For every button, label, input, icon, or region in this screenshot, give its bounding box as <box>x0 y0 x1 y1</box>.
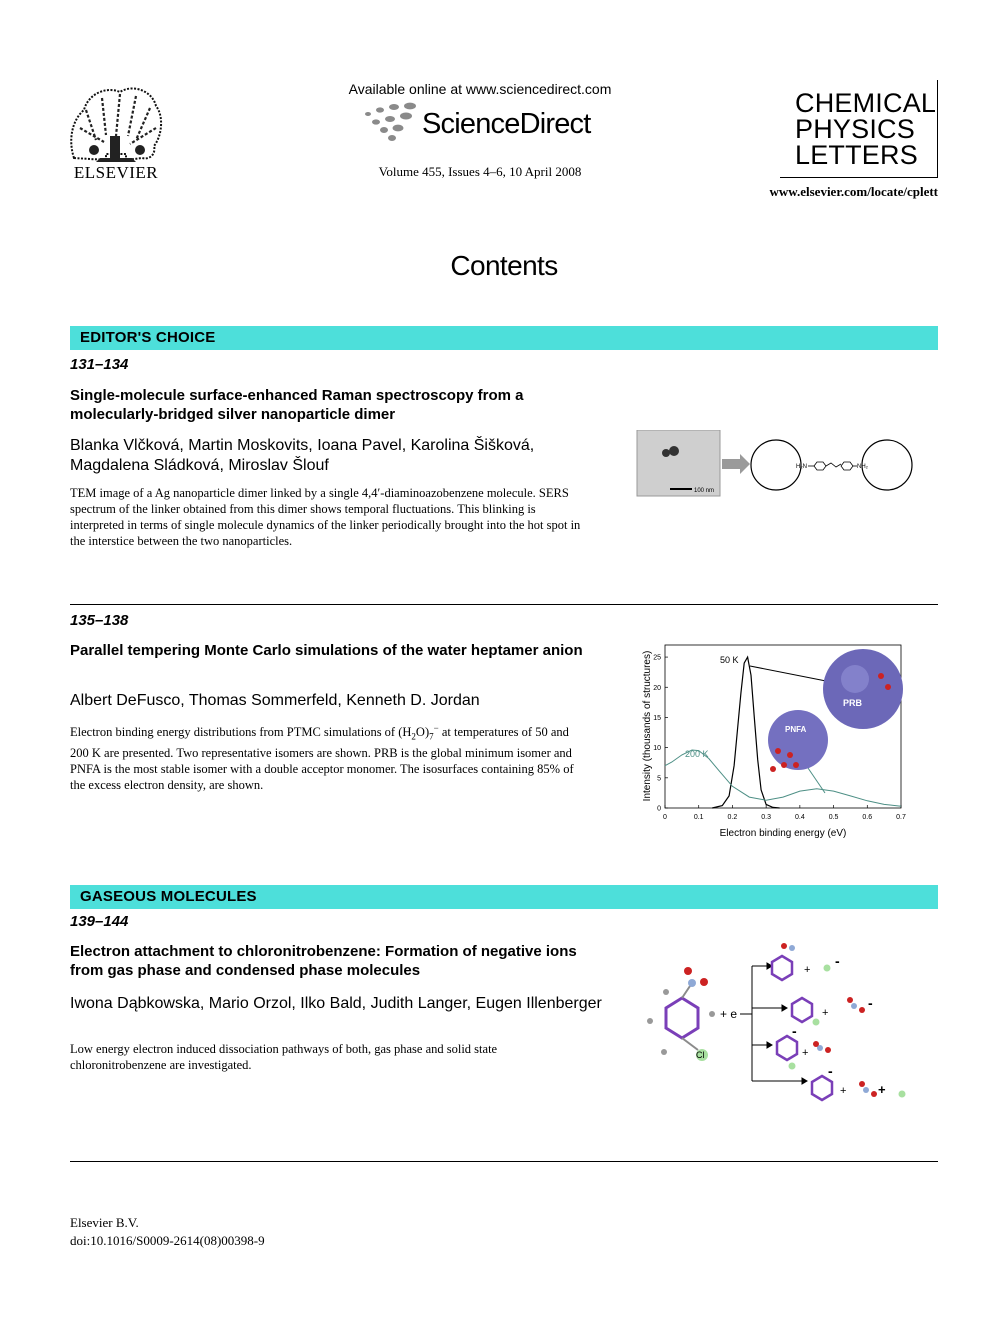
journal-frame-vertical <box>937 80 938 178</box>
journal-title <box>795 90 937 168</box>
section-title: GASEOUS MOLECULES <box>80 888 257 905</box>
x-tick-label: 0.2 <box>727 814 738 821</box>
x-axis-label: Electron binding energy (eV) <box>719 828 847 839</box>
product-3 <box>777 1023 831 1070</box>
annotation-prb: PRB <box>843 698 863 708</box>
minus-sign: - <box>835 953 840 969</box>
article-abstract: TEM image of a Ag nanoparticle dimer linked by a single 4,4′-diaminoazobenzene molecule. SERS spectrum of the linker obtained from this dimer shows temporal fluctuations. This blinking is interpreted in terms of single molecule dynamics of the linker periodically brought into the hot spot in the interstice between the two nanoparticles. <box>70 486 581 548</box>
y-axis-label: Intensity (thousands of structures) <box>642 650 653 802</box>
journal-title-line: PHYSICS <box>795 114 915 144</box>
plus-sign: + <box>804 964 811 976</box>
formula-subscript: 2 <box>411 731 416 742</box>
prb-highlight <box>841 665 869 693</box>
linker-right-label: NH₂ <box>857 464 868 470</box>
article-abstract: Low energy electron induced dissociation pathways of both, gas phase and solid state chloronitrobenzene are investigated. <box>70 1042 498 1072</box>
minus-sign: - <box>792 1023 797 1039</box>
article-title[interactable]: Electron attachment to chloronitrobenzene: Formation of negative ions from gas phase and condensed phase molecules <box>70 943 577 979</box>
x-tick-label: 0 <box>663 814 667 821</box>
footer-doi[interactable]: doi:10.1016/S0009-2614(08)00398-9 <box>70 1233 265 1248</box>
article-pages[interactable]: 139–144 <box>70 913 129 930</box>
journal-url[interactable]: www.elsevier.com/locate/cplett <box>769 184 938 199</box>
x-tick-label: 0.1 <box>693 814 704 821</box>
abstract-text: at temperatures of 50 and 200 K are presented. Two representative isomers are shown. PRB is the global minimum isomer and PNFA is the most stable isomer with a double acceptor monomer. The isosurfaces containing 85% of the excess electron density, are shown. <box>70 725 574 792</box>
chlorine-label: Cl <box>696 1050 705 1060</box>
article-pages[interactable]: 135–138 <box>70 612 129 629</box>
annotation-pnfa: PNFA <box>785 725 807 734</box>
article-figure-tem <box>636 430 936 500</box>
x-tick-label: 0.7 <box>896 814 906 821</box>
plus-sign: + <box>822 1007 829 1019</box>
arrow-to-prb <box>750 666 826 681</box>
electron-binding-energy-chart <box>630 633 920 845</box>
volume-info: Volume 455, Issues 4–6, 10 April 2008 <box>378 164 582 179</box>
y-tick-label: 15 <box>653 714 661 722</box>
x-tick-label: 0.4 <box>794 814 805 821</box>
minus-sign: - <box>868 995 873 1011</box>
article-abstract <box>70 720 590 793</box>
product-1 <box>772 943 840 980</box>
sciencedirect-wordmark: ScienceDirect <box>422 108 591 140</box>
journal-title-line: LETTERS <box>795 140 918 170</box>
scale-bar-label: 100 nm <box>694 488 715 494</box>
pnfa-isosurface <box>768 710 828 770</box>
formula-superscript: − <box>433 723 439 733</box>
article-title[interactable]: Parallel tempering Monte Carlo simulations of the water heptamer anion <box>70 642 583 659</box>
article-separator <box>70 1161 938 1162</box>
y-tick-label: 25 <box>653 654 661 662</box>
product-2 <box>792 995 873 1026</box>
formula-part: (H <box>398 725 412 740</box>
plus-electron-label: + e <box>720 1007 738 1021</box>
article-authors: Iwona Dąbkowska, Mario Orzol, Ilko Bald, Judith Langer, Eugen Illenberger <box>70 995 602 1012</box>
x-tick-label: 0.5 <box>828 814 839 821</box>
plus-sign: + <box>802 1047 809 1059</box>
section-title: EDITOR'S CHOICE <box>80 329 216 346</box>
sciencedirect-dots-icon <box>362 102 422 142</box>
formula-part: O) <box>415 725 430 740</box>
x-tick-label: 0.3 <box>761 814 772 821</box>
article-title[interactable]: Single-molecule surface-enhanced Raman spectroscopy from a molecularly-bridged silver nanoparticle dimer <box>70 387 524 423</box>
tem-dimer-graphic <box>636 430 936 500</box>
y-tick-label: 0 <box>657 805 661 813</box>
publisher-wordmark: ELSEVIER <box>73 163 159 182</box>
product-4 <box>812 1063 906 1100</box>
series-label-200k: 200 K <box>685 749 709 759</box>
reaction-scheme-figure <box>632 938 932 1113</box>
linker-left-label: H₂N <box>796 464 807 470</box>
minus-sign: - <box>828 1063 833 1079</box>
footer-publisher: Elsevier B.V. <box>70 1215 139 1230</box>
y-tick-label: 5 <box>657 775 661 783</box>
journal-frame-horizontal <box>780 177 938 178</box>
formula-subscript: 7 <box>429 731 434 742</box>
x-tick-label: 0.6 <box>862 814 873 821</box>
journal-title-line: CHEMICAL <box>795 88 937 118</box>
plus-sign: + <box>878 1082 886 1097</box>
plus-sign: + <box>840 1085 847 1097</box>
y-tick-label: 10 <box>653 745 661 753</box>
section-header-editors-choice <box>70 326 938 350</box>
article-authors: Blanka Vlčková, Martin Moskovits, Ioana Pavel, Karolina Šišková, Magdalena Sládková, Miroslav Šlouf <box>70 437 535 474</box>
article-authors: Albert DeFusco, Thomas Sommerfeld, Kenneth D. Jordan <box>70 692 480 709</box>
series-label-50k: 50 K <box>720 655 739 665</box>
chloronitrobenzene-molecule <box>647 967 715 1061</box>
formula <box>398 723 439 742</box>
abstract-text: Electron binding energy distributions from PTMC simulations of <box>70 725 399 740</box>
article-separator <box>70 604 938 605</box>
available-online-text[interactable]: Available online at www.sciencedirect.com <box>348 81 612 97</box>
pathway-arrows <box>752 963 807 1084</box>
article-pages[interactable]: 131–134 <box>70 356 129 373</box>
page-title: Contents <box>450 250 558 281</box>
y-tick-label: 20 <box>653 684 661 692</box>
section-header-gaseous-molecules <box>70 885 938 909</box>
